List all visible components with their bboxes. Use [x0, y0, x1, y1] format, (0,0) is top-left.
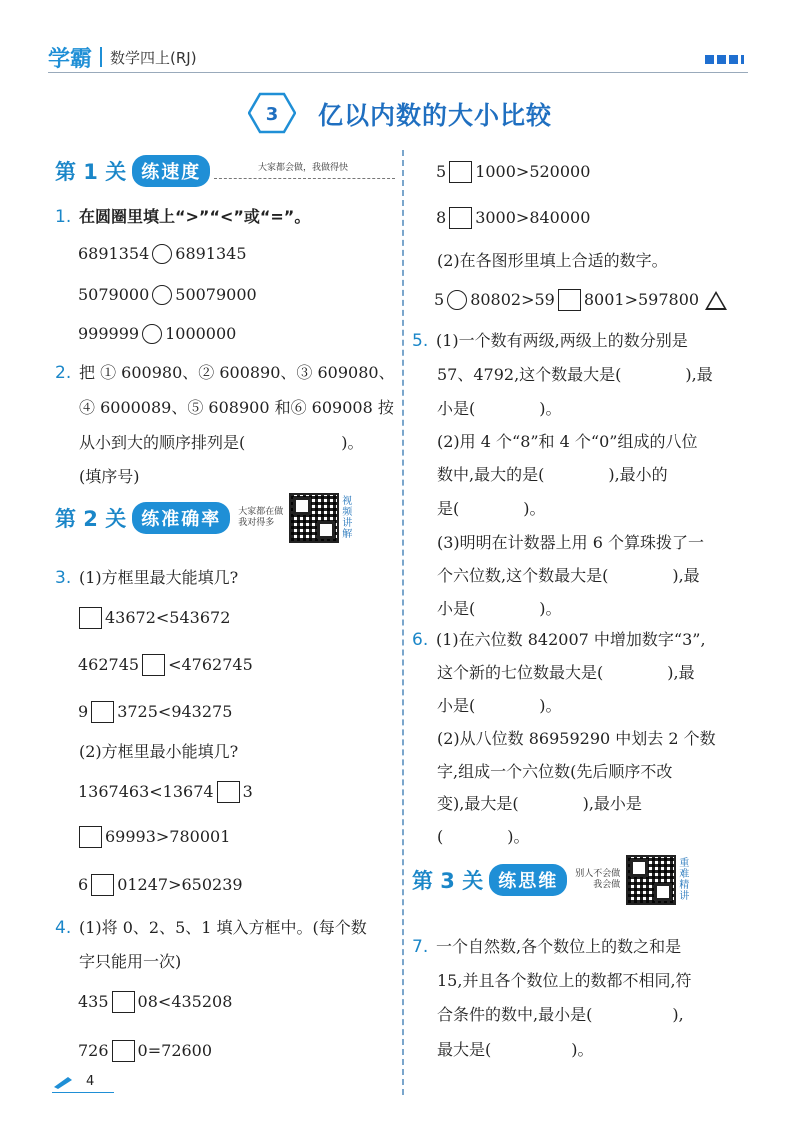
q7-text-1: 一个自然数,各个数位上的数之和是 [436, 937, 682, 956]
q1-prompt-line [55, 206, 310, 228]
q4-r1-post: 08<435208 [137, 992, 233, 1011]
q6-line-3: 小是( )。 [437, 696, 562, 715]
header-rule [48, 72, 748, 73]
q2-number: 2. [55, 363, 72, 383]
q2-line-4: (填序号) [79, 467, 140, 486]
q1-c-circle[interactable] [142, 324, 162, 344]
q2-line-3: 从小到大的顺序排列是( )。 [79, 433, 364, 452]
q1-b-left: 5079000 [78, 285, 150, 304]
column-divider [402, 150, 404, 1095]
q3-r4-post: 3 [242, 782, 253, 801]
q1-item-a [78, 243, 247, 265]
q4-row-5 [434, 289, 727, 311]
q4-r4-post: 3000>840000 [475, 208, 591, 227]
q4-row-2 [78, 1040, 212, 1062]
q3-r3-pre: 9 [78, 702, 89, 721]
q3-row-3 [78, 701, 232, 723]
q5-line-8: 个六位数,这个数最大是( ),最 [437, 566, 700, 585]
section-2-note-1: 大家都在做 [238, 507, 284, 517]
q2-line-1 [55, 362, 395, 384]
q1-a-right: 6891345 [175, 244, 247, 263]
q5-line-7: (3)明明在计数器上用 6 个算珠拨了一 [437, 533, 705, 552]
q5-number: 5. [412, 331, 429, 351]
q1-item-c [78, 323, 236, 345]
book-title: 数学四上(RJ) [110, 48, 197, 67]
header-decoration [705, 55, 744, 64]
section-3-number: 第 3 关 [412, 869, 484, 893]
section-2-note-2: 我对得多 [238, 518, 275, 528]
section-3-note-1: 别人不会做 [575, 869, 621, 879]
q1-b-circle[interactable] [152, 285, 172, 305]
lesson-title: 亿以内数的大小比较 [318, 101, 553, 130]
q4-r5-triangle[interactable] [705, 291, 727, 310]
q6-line-4: (2)从八位数 86959290 中划去 2 个数 [437, 729, 716, 748]
qr-code-lecture[interactable] [626, 855, 676, 905]
q4-row-3 [436, 161, 590, 183]
section-3-header [412, 858, 757, 902]
lesson-badge [248, 92, 296, 134]
section-1-note: 大家都会做，我做得快 [258, 163, 349, 173]
section-2-number: 第 2 关 [55, 507, 127, 531]
brand-header [48, 40, 197, 74]
q3-r2-post: <4762745 [168, 655, 253, 674]
q3-part-1: (1)方框里最大能填几? [79, 568, 239, 587]
q3-r2-pre: 462745 [78, 655, 140, 674]
q3-r6-pre: 6 [78, 875, 89, 894]
pencil-icon [52, 1075, 74, 1089]
q3-row-2 [78, 654, 253, 676]
q6-text-1: (1)在六位数 842007 中增加数字“3”, [436, 630, 706, 649]
q4-prompt-1b: 字只能用一次) [79, 952, 182, 971]
q3-prompt-1 [55, 567, 238, 589]
section-3-pill: 练思维 [489, 864, 567, 896]
q3-r6-post: 01247>650239 [117, 875, 243, 894]
q4-number: 4. [55, 918, 72, 938]
q3-r2-box[interactable] [142, 654, 165, 676]
q4-r2-pre: 726 [78, 1041, 109, 1060]
brand-logo: 学霸 [48, 46, 93, 72]
q6-number: 6. [412, 630, 429, 650]
section-3-note [575, 869, 620, 891]
q3-r3-box[interactable] [91, 701, 114, 723]
q2-text-1: 把 ① 600980、② 600890、③ 609080、 [79, 363, 395, 382]
q3-prompt-2: (2)方框里最小能填几? [79, 742, 239, 761]
section-2-note [238, 507, 283, 529]
q6-line-5: 字,组成一个六位数(先后顺序不改 [437, 762, 673, 781]
q1-a-left: 6891354 [78, 244, 150, 263]
q3-row-6 [78, 874, 243, 896]
q1-a-circle[interactable] [152, 244, 172, 264]
q7-line-4: 最大是( )。 [437, 1040, 594, 1059]
qr-code-video[interactable] [289, 493, 339, 543]
q7-line-1 [412, 936, 681, 958]
q5-text-1: (1)一个数有两级,两级上的数分别是 [436, 331, 688, 350]
q3-number: 3. [55, 568, 72, 588]
q2-line-2: ④ 6000089、⑤ 608900 和⑥ 609008 按 [79, 398, 394, 417]
q5-line-6: 是( )。 [437, 499, 546, 518]
q6-line-1 [412, 629, 706, 651]
q4-r5-c: 8001>597800 [583, 290, 700, 309]
q4-r5-circle[interactable] [447, 290, 467, 310]
q4-r4-pre: 8 [436, 208, 447, 227]
q5-line-4: (2)用 4 个“8”和 4 个“0”组成的八位 [437, 432, 698, 451]
q3-r5-box[interactable] [79, 826, 102, 848]
q7-line-2: 15,并且各个数位上的数都不相同,符 [437, 971, 692, 990]
q3-r4-pre: 1367463<13674 [78, 782, 214, 801]
section-1-number: 第 1 关 [55, 160, 127, 184]
section-1-pill: 练速度 [132, 155, 210, 187]
q3-r4-box[interactable] [217, 781, 240, 803]
qr-video-label: 视频讲解 [342, 496, 353, 540]
q4-prompt-1 [55, 917, 367, 939]
q5-line-3: 小是( )。 [437, 399, 562, 418]
q3-r5-post: 69993>780001 [105, 827, 231, 846]
q4-r3-box[interactable] [449, 161, 472, 183]
q5-line-2: 57、4792,这个数最大是( ),最 [437, 365, 713, 384]
section-1-header [55, 153, 395, 189]
qr-lecture-label: 重难精讲 [679, 858, 690, 902]
q7-number: 7. [412, 937, 429, 957]
q4-r5-b: 80802>59 [470, 290, 555, 309]
q1-item-b [78, 284, 257, 306]
lesson-number: 3 [265, 104, 279, 125]
q1-b-right: 50079000 [175, 285, 257, 304]
q6-line-2: 这个新的七位数最大是( ),最 [437, 663, 695, 682]
q1-number: 1. [55, 207, 72, 227]
q5-line-9: 小是( )。 [437, 599, 562, 618]
q3-r6-box[interactable] [91, 874, 114, 896]
q7-line-3: 合条件的数中,最小是( ), [437, 1005, 684, 1024]
q4-r1-box[interactable] [112, 991, 135, 1013]
q3-r1-post: 43672<543672 [105, 608, 231, 627]
q3-r3-post: 3725<943275 [117, 702, 233, 721]
q3-r1-box[interactable] [79, 607, 102, 629]
q4-r4-box[interactable] [449, 207, 472, 229]
q4-row-1 [78, 991, 232, 1013]
q4-r3-pre: 5 [436, 162, 447, 181]
q6-line-6: 变),最大是( ),最小是 [437, 794, 642, 813]
q4-prompt-2: (2)在各图形里填上合适的数字。 [437, 251, 668, 270]
q5-line-5: 数中,最大的是( ),最小的 [437, 465, 668, 484]
footer-rule [52, 1092, 114, 1093]
q4-r2-post: 0=72600 [137, 1041, 213, 1060]
section-2-pill: 练准确率 [132, 502, 230, 534]
q3-row-1 [76, 607, 230, 629]
q4-r5-a: 5 [434, 290, 445, 309]
q4-row-4 [436, 207, 590, 229]
q5-line-1 [412, 330, 688, 352]
q4-r2-box[interactable] [112, 1040, 135, 1062]
q3-row-4 [78, 781, 253, 803]
q4-r5-box[interactable] [558, 289, 581, 311]
page-number: 4 [86, 1074, 95, 1089]
q1-prompt: 在圆圈里填上“>”“<”或“=”。 [79, 207, 311, 226]
section-3-note-2: 我会做 [593, 880, 621, 890]
q6-line-7: ( )。 [437, 827, 530, 846]
q3-row-5 [76, 826, 230, 848]
q4-r1-pre: 435 [78, 992, 109, 1011]
q1-c-right: 1000000 [165, 324, 237, 343]
q1-c-left: 999999 [78, 324, 140, 343]
brand-separator [100, 47, 102, 67]
q4-r3-post: 1000>520000 [475, 162, 591, 181]
section-2-header [55, 496, 400, 540]
q4-part-1: (1)将 0、2、5、1 填入方框中。(每个数 [79, 918, 367, 937]
